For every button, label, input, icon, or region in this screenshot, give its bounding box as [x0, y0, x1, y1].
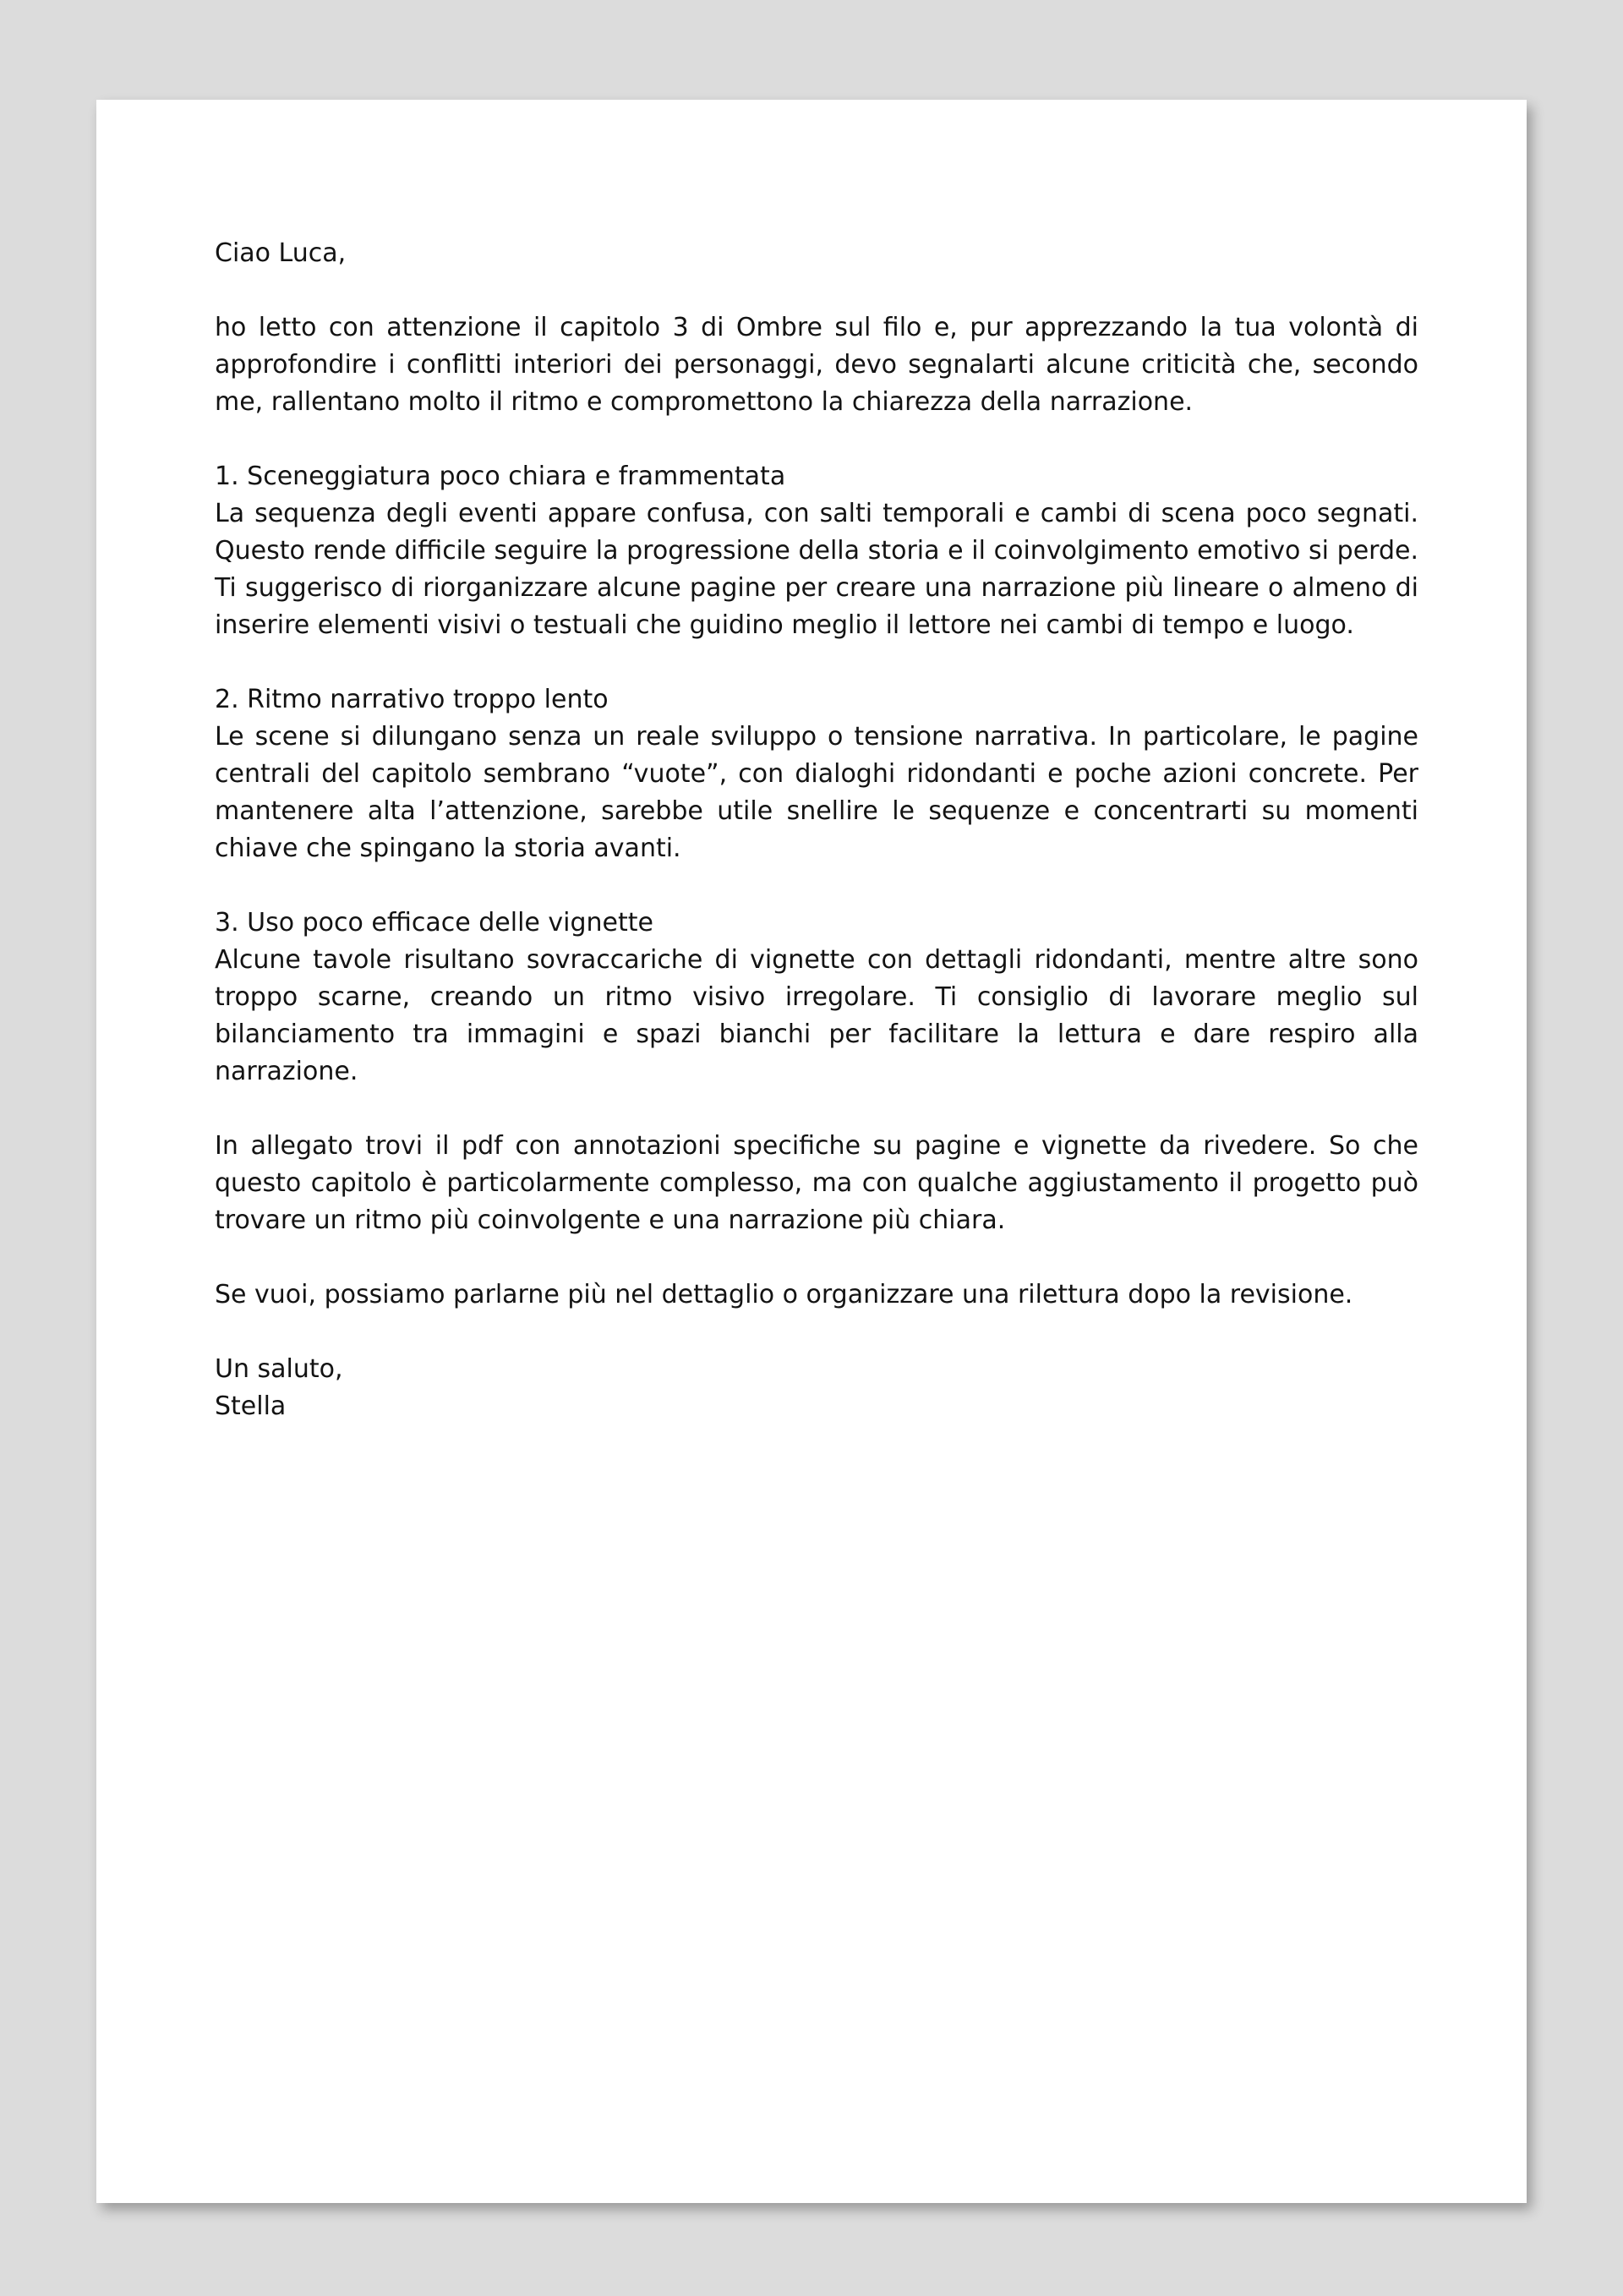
- letter-body: [96, 100, 1527, 1425]
- followup-paragraph: Se vuoi, possiamo parlarne più nel dettaglio o organizzare una rilettura dopo la revisione.: [215, 1280, 1353, 1309]
- section-1-body: La sequenza degli eventi appare confusa, con salti temporali e cambi di scena poco segnati. Questo rende difficile seguire la progressione della storia e il coinvolgimento emotivo si perde. Ti suggerisco di riorganizzare alcune pagine per creare una narrazione più lineare o almeno di inserire elementi visivi o testuali che guidino meglio il lettore nei cambi di tempo e luogo.: [215, 499, 1418, 640]
- section-2-heading: 2. Ritmo narrativo troppo lento: [215, 685, 609, 714]
- greeting: Ciao Luca,: [215, 238, 347, 268]
- section-3-body: Alcune tavole risultano sovraccariche di vignette con dettagli ridondanti, mentre altre sono troppo scarne, creando un ritmo visivo irregolare. Ti consiglio di lavorare meglio sul bilanciamento tra immagini e spazi bianchi per facilitare la lettura e dare respiro alla narrazione.: [215, 945, 1418, 1086]
- signoff-block: [215, 1351, 1418, 1425]
- section-2-body: Le scene si dilungano senza un reale sviluppo o tensione narrativa. In particolare, le pagine centrali del capitolo sembrano “vuote”, con dialoghi ridondanti e poche azioni concrete. Per mantenere alta l’attenzione, sarebbe utile snellire le sequenze e concentrarti su momenti chiave che spingano la storia avanti.: [215, 722, 1418, 863]
- signature: Stella: [215, 1391, 287, 1421]
- section-3-heading: 3. Uso poco efficace delle vignette: [215, 908, 653, 938]
- section-1-heading: 1. Sceneggiatura poco chiara e frammentata: [215, 462, 786, 491]
- attachment-paragraph: In allegato trovi il pdf con annotazioni specifiche su pagine e vignette da rivedere. So che questo capitolo è particolarmente complesso, ma con qualche aggiustamento il progetto può trovare un ritmo più coinvolgente e una narrazione più chiara.: [215, 1131, 1418, 1235]
- intro-paragraph: ho letto con attenzione il capitolo 3 di Ombre sul filo e, pur apprezzando la tua volontà di approfondire i conflitti interiori dei personaggi, devo segnalarti alcune criticità che, secondo me, rallentano molto il ritmo e compromettono la chiarezza della narrazione.: [215, 313, 1418, 417]
- signoff: Un saluto,: [215, 1354, 343, 1384]
- section-sceneggiatura: [215, 458, 1418, 644]
- section-ritmo: [215, 681, 1418, 867]
- section-vignette: [215, 905, 1418, 1091]
- letter-page: [96, 100, 1527, 2203]
